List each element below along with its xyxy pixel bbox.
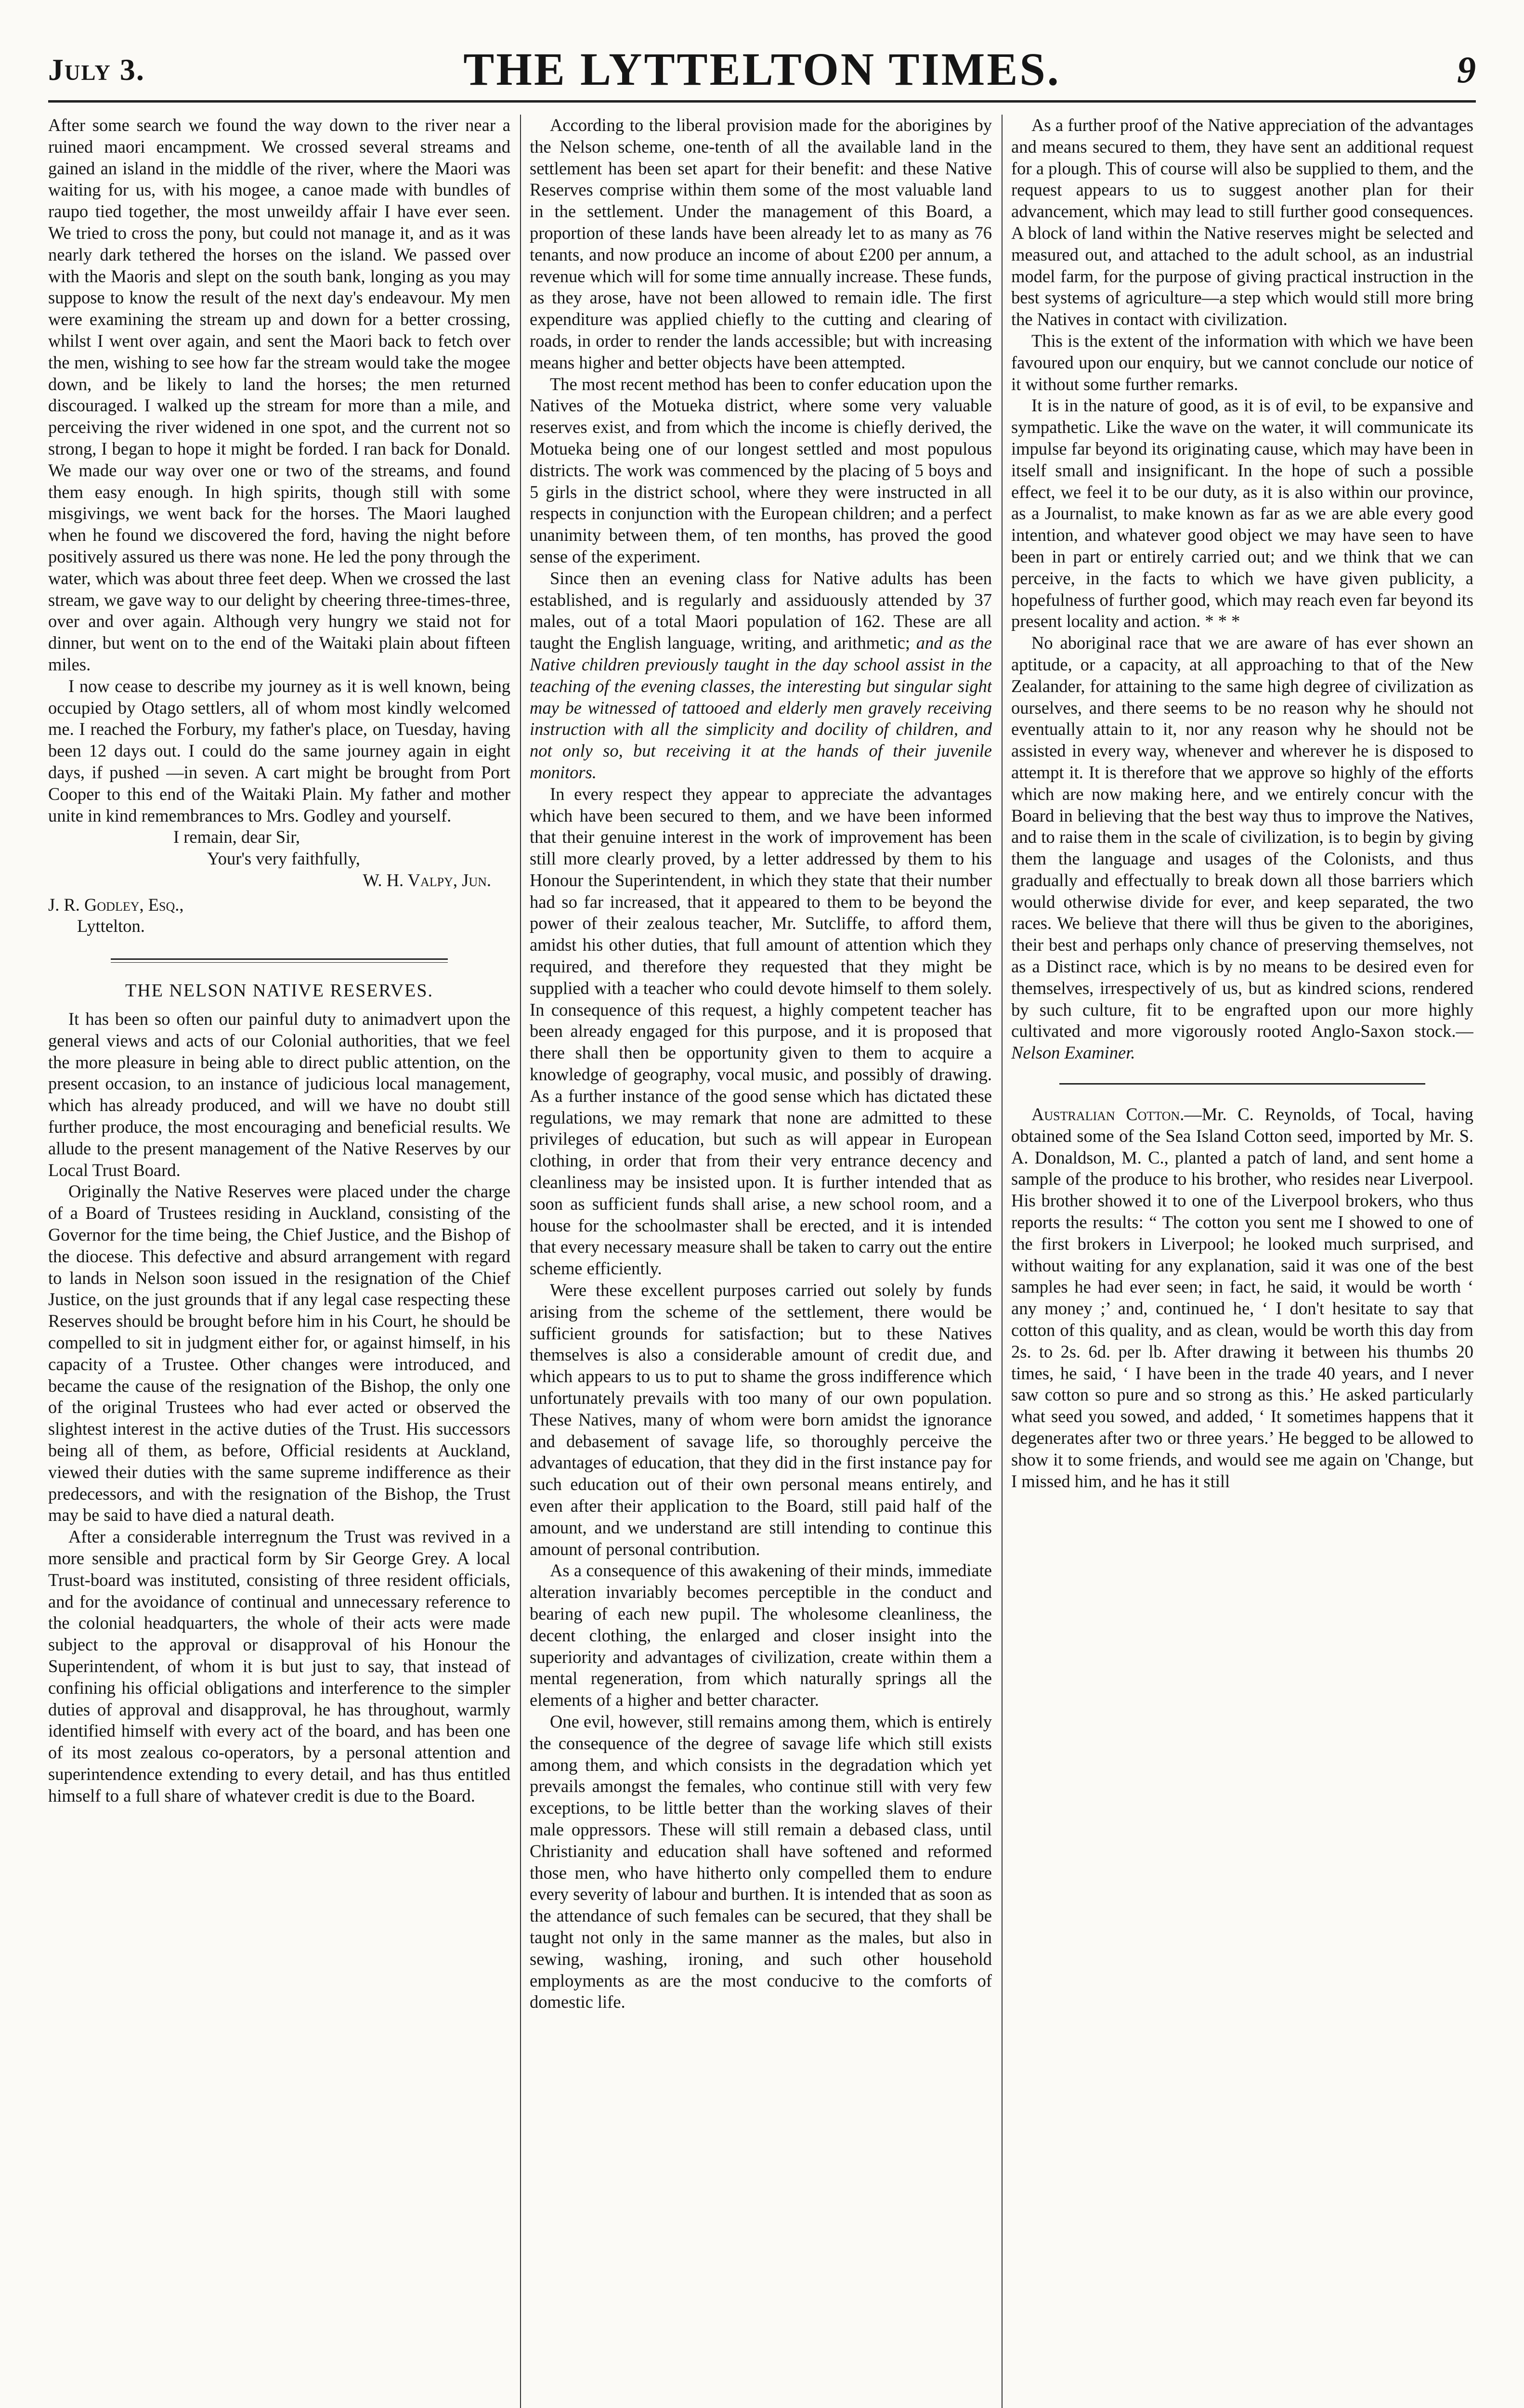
column-rule [520, 115, 521, 2408]
letter-signature: W. H. Valpy, Jun. [363, 870, 491, 890]
article-paragraph: One evil, however, still remains among them, which is entirely the consequence of the degree of savage life which still exists among them, and which consists in the degradation which yet prevails amongst the females, who continue still with very few exceptions, to be little better than the working slaves of their male oppressors. These will still remain a debased class, until Christianity and education shall have softened and reformed those men, who have hitherto only compelled them to endure every severity of labour and burthen. It is intended that as soon as the attendance of such females can be secured, that they shall be taught not only in the same manner as the males, but also in sewing, washing, ironing, and such other household employments as are the most conducive to the comforts of domestic life. [530, 1711, 992, 2012]
column-1 [48, 115, 510, 2408]
news-item [1011, 1104, 1473, 1492]
article-paragraph: The most recent method has been to confer education upon the Natives of the Motueka district, where some very valuable reserves exist, and from which the income is chiefly derived, the Motueka being one of our longest settled and most populous districts. The work was commenced by the placing of 5 boys and 5 girls in the district school, where they were instructed in all respects in conjunction with the European children; and a perfect unanimity between them, of ten months, has proved the good sense of the experiment. [530, 374, 992, 566]
article-paragraph: According to the liberal provision made for the aborigines by the Nelson scheme, one-tenth of all the available land in the settlement has been set apart for their benefit: and these Native Reserves comprise within them some of the most valuable land in the settlement. Under the management of this Board, a proportion of these lands have been already let to as many as 76 tenants, and now produce an income of about £200 per annum, a revenue which will for some time annually increase. These funds, as they arose, have not been allowed to remain idle. The first expenditure was applied chiefly to the cutting and clearing of roads, in order to render the lands accessible; but with increasing means higher and better objects have been attempted. [530, 115, 992, 372]
article-paragraph: Originally the Native Reserves were placed under the charge of a Board of Trustees residing in Auckland, consisting of the Governor for the time being, the Chief Justice, and the Bishop of the diocese. This defective and absurd arrangement with regard to lands in Nelson soon issued in the resignation of the Chief Justice, on the just grounds that if any legal case respecting these Reserves should be brought before him in his Court, he should be compelled to sit in judgment either for, or against himself, in his capacity of a Trustee. Other changes were introduced, and became the cause of the resignation of the Bishop, the only one of the original Trustees who had ever acted or observed the slightest interest in the active duties of the Trust. His successors being all of them, as before, Official residents at Auckland, viewed their duties with the same supreme indifference as their predecessors, and with the resignation of the Bishop, the Trust may be said to have died a natural death. [48, 1181, 510, 1525]
article-paragraph: This is the extent of the information with which we have been favoured upon our enquiry, but we cannot conclude our notice of it without some further remarks. [1011, 330, 1473, 394]
column-3 [1011, 115, 1473, 2408]
article-paragraph [1011, 632, 1473, 1064]
letter-closing: I remain, dear Sir, [173, 827, 300, 847]
letter-paragraph: I now cease to describe my journey as it is well known, being occupied by Otago settlers, all of whom most kindly welcomed me. I reached the Forbury, my father's place, on Tuesday, having been 12 days out. I could do the same journey again in eight days, if pushed —in seven. A cart might be brought from Port Cooper to this end of the Waitaki Plain. My father and mother unite in kind remembrances to Mrs. Godley and yourself. [48, 676, 510, 825]
letter-addressee [48, 894, 510, 938]
article-paragraph [530, 568, 992, 784]
letter-paragraph: After some search we found the way down to the river near a ruined maori encampment. We crossed several streams and gained an island in the middle of the river, where the Maori was waiting for us, with his mogee, a canoe made with bundles of raupo tied together, the most unweildy affair I have ever seen. We tried to cross the pony, but could not manage it, and as it was nearly dark tethered the horses on the island. We passed over with the Maoris and slept on the south bank, longing as you may suppose to know the result of the next day's endeavour. My men were examining the stream up and down for a better crossing, whilst I went over again, and sent the Maori back to fetch over the men, wishing to see how far the stream would take the mogee down, and be likely to land the horses; the men returned discouraged. I walked up the stream for more than a mile, and perceiving the river widened in one spot, and the current not so strong, I began to hope it might be forded. I ran back for Donald. We made our way over one or two of the streams, and found them easy enough. In high spirits, though still with some misgivings, we went back for the horses. The Maori laughed when he found we discovered the ford, having the night before positively assured us there was none. He led the pony through the water, which was about three feet deep. When we crossed the last stream, we gave way to our delight by cheering three-times-three, over and over again. Although very hungry we staid not for dinner, but went on to the end of the Waitaki plain about fifteen miles. [48, 115, 510, 674]
article-paragraph: After a considerable interregnum the Trust was revived in a more sensible and practical form by Sir George Grey. A local Trust-board was instituted, consisting of three resident officials, and for the avoidance of continual and unnecessary reference to the colonial headquarters, the whole of their acts were made subject to the approval or disapproval of his Honour the Superintendent, of whom it is but just to say, that instead of confining his official obligations and interference to the simpler duties of approval and disapproval, he has throughout, warmly identified himself with every act of the board, and has been one of its most zealous co-operators, by a personal attention and superintendence extending to every detail, and has thus entitled himself to a full share of whatever credit is due to the Board. [48, 1527, 510, 1806]
article-paragraph: In every respect they appear to appreciate the advantages which have been secured to them, and we have been informed that their genuine interest in the work of improvement has been still more clearly proved, by a letter addressed by them to his Honour the Superintendent, in which they state that their number had so far increased, that it appeared to them to be beyond the power of their zealous teacher, Mr. Sutcliffe, to afford them, amidst his other duties, that full amount of attention which they required, and therefore they requested that they might be supplied with a teacher who could devote himself to them solely. In consequence of this request, a highly competent teacher has been already engaged for this purpose, and it is proposed that there shall then be opportunity given to them to acquire a knowledge of geography, vocal music, and possibly of drawing. As a further instance of the good sense which has dictated these regulations, we may remark that none are admitted to these privileges of education, but such as will appear in European clothing, in order that from their very entrance decency and cleanliness may be insisted upon. It is further intended that as soon as sufficient funds shall arise, a new school room, and a house for the schoolmaster shall be erected, and it is intended that every necessary measure shall be taken to carry out the entire scheme efficiently. [530, 784, 992, 1279]
masthead [48, 34, 1476, 111]
column-rule [1002, 115, 1003, 2408]
letter-signoff [48, 826, 510, 891]
article-paragraph: As a consequence of this awakening of their minds, immediate alteration invariably becomes perceptible in the conduct and bearing of each new pupil. The wholesome cleanliness, the decent clothing, the enlarged and closer insight into the superiority and advantages of civilization, create within them a mental regeneration, from which naturally springs all the elements of a higher and better character. [530, 1560, 992, 1710]
newspaper-title: THE LYTTELTON TIMES. [463, 43, 1061, 95]
masthead-rule [48, 100, 1476, 103]
page-number: 9 [1457, 49, 1476, 91]
article-paragraph: Were these excellent purposes carried out solely by funds arising from the scheme of the settlement, there would be sufficient grounds for satisfaction; but to these Natives themselves is also a considerable amount of credit due, and which appears to us to put to shame the gross indifference which unfortunately prevails with too many of our own population. These Natives, many of whom were born amidst the ignorance and debasement of savage life, so thoroughly perceive the advantages of education, that they did in the first instance pay for such education out of their own personal means entirely, and even after their application to the Board, still paid half of the amount, and we understand are still intending to continue this amount of personal contribution. [530, 1280, 992, 1559]
issue-date: July 3. [48, 52, 145, 87]
article-paragraph: It is in the nature of good, as it is of evil, to be expansive and sympathetic. Like the wave on the water, it will communicate its impulse far beyond its originating cause, which may have been in itself small and insignificant. In the hope of such a possible effect, we feel it to be our duty, as it is also within our province, as a Journalist, to make known as far as we are able every good intention, and whatever good object we may have seen to have been in part or entirely carried out; and we think that we can perceive, in the facts to which we have given publicity, a hopefulness of further good, which may reach even far beyond its present locality and action. * * * [1011, 395, 1473, 631]
section-divider [1059, 1083, 1425, 1085]
addressee-name: J. R. Godley, Esq., [48, 894, 184, 915]
news-item-title: Australian Cotton. [1031, 1104, 1185, 1125]
news-item-text: —Mr. C. Reynolds, of Tocal, having obtained some of the Sea Island Cotton seed, imported by Mr. S. A. Donaldson, M. C., planted a patch of land, and sent home a sample of the produce to his brother, who resides near Liverpool. His brother showed it to one of the Liverpool brokers, who thus reports the results: “ The cotton you sent me I showed to one of the first brokers in Liverpool; he looked much surprised, and without waiting for any explanation, said it was one of the best samples he had ever seen; in fact, he said, it would be worth ‘ any money ;’ and, continued he, ‘ I don't hesitate to say that cotton of this quality, and as clean, would be worth this day from 2s. to 2s. 6d. per lb. After drawing it between his thumbs 20 times, he said, ‘ I have been in the trade 40 years, and I never saw cotton so pure and so strong as this.’ He asked particularly what seed you sowed, and added, ‘ It sometimes happens that it degenerates after two or three years.’ He begged to be allowed to show it to some friends, and would see me again on 'Change, but I missed him, and he has it still [1011, 1104, 1473, 1491]
article-text: Since then an evening class for Native adults has been established, and is regularly and assiduously attended by 37 males, out of a total Maori population of 162. These are all taught the English language, writing, and arithmetic; [530, 568, 992, 653]
article-source: Nelson Examiner. [1011, 1043, 1135, 1063]
addressee-place: Lyttelton. [77, 916, 145, 936]
letter-closing: Your's very faithfully, [207, 849, 360, 869]
article-paragraph: As a further proof of the Native appreciation of the advantages and means secured to them, they have sent an additional request for a plough. This of course will also be supplied to them, and the request appears to us to suggest another plan for their advancement, which may lead to still further good consequences. A block of land within the Native reserves might be selected and measured out, and attached to the adult school, as an industrial model farm, for the purpose of giving practical instruction in the best systems of agriculture—a step which would still more bring the Natives in contact with civilization. [1011, 115, 1473, 329]
section-divider [111, 958, 448, 963]
article-text: No aboriginal race that we are aware of has ever shown an aptitude, or a capacity, at all approaching to that of the New Zealander, for attaining to the same high degree of civilization as ourselves, and there seems to be no reason why he should not eventually attain to it, nor any reason why he should not be assisted in every way, whenever and wherever he is disposed to attempt it. It is therefore that we approve so highly of the efforts which are now making here, and we entirely concur with the Board in believing that the best way thus to improve the Natives, and to raise them in the scale of civilization, is to begin by giving them the language and usages of the Colonists, and thus gradually and effectually to break down all those barriers which would otherwise divide for ever, and keep separated, the two races. We believe that there will thus be given to the aborigines, their best and perhaps only chance of preserving themselves, not as a Distinct race, which is by no means to be desired even for themselves, irrespectively of us, but as kindred scions, rendered by such culture, fit to be engrafted upon our more highly cultivated and more vigorously rooted Anglo-Saxon stock.— [1011, 633, 1473, 1041]
column-2 [530, 115, 992, 2408]
article-heading: THE NELSON NATIVE RESERVES. [125, 981, 433, 1001]
article-paragraph: It has been so often our painful duty to animadvert upon the general views and acts of our Colonial authorities, that we feel the more pleasure in being able to direct public attention, on the present occasion, to an instance of judicious local management, which has already produced, and will we have no doubt still further produce, the most encouraging and beneficial results. We allude to the present management of the Native Reserves by our Local Trust Board. [48, 1009, 510, 1180]
article-italic-text: and as the Native children previously taught in the day school assist in the teaching of the evening classes, the interesting but singular sight may be witnessed of tattooed and elderly men gravely receiving instruction with all the simplicity and docility of children, and not only so, but receiving it at the hands of their juvenile monitors. [530, 633, 992, 782]
